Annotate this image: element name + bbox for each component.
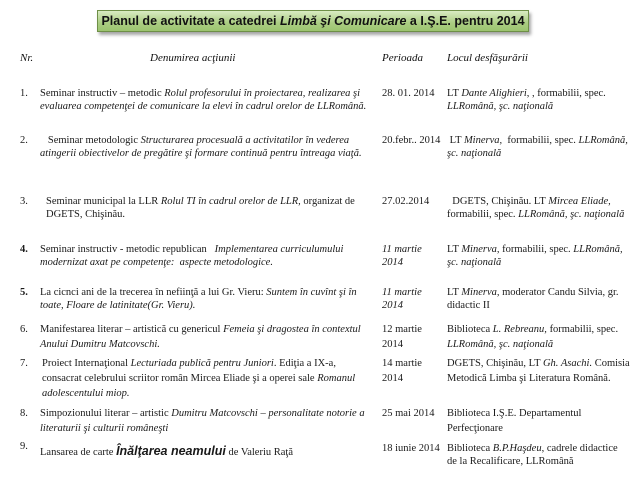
- place-text: formabilii, spec.: [546, 324, 619, 335]
- place-text: formabilii, spec.: [502, 135, 579, 146]
- period: 12 martie 2014: [382, 324, 422, 350]
- place-text: , , formabilii, spec.: [526, 88, 606, 99]
- row-number: 1.: [20, 88, 28, 99]
- action-text: Seminar municipal la LLR: [46, 196, 161, 207]
- action-text: Seminar instructiv - metodic republican: [40, 244, 215, 255]
- place-text: LT: [447, 135, 464, 146]
- action-name: [40, 406, 370, 436]
- place-italic: LLRomână, şc. naţională: [447, 339, 554, 350]
- place-text: LT: [447, 287, 462, 298]
- place-text: moderator Candu Silvia, gr. didactic II: [447, 287, 619, 312]
- action-italic: Implementarea curriculumului modernizat axat pe competenţe: aspecte metodologice.: [40, 244, 347, 269]
- place-text: Biblioteca I.Ş.E. Departamentul Perfecţionare: [447, 408, 582, 434]
- action-italic: Romanul adolescentului miop.: [42, 373, 356, 399]
- place: [447, 87, 633, 114]
- place: [447, 286, 633, 313]
- action-italic: Înălţarea neamului: [116, 444, 226, 458]
- action-name: [40, 445, 376, 459]
- action-italic: Suntem în cuvînt şi în toate, Floare de latinitate(Gr. Vieru).: [40, 287, 357, 312]
- action-text: de Valeriu Raţă: [225, 447, 294, 458]
- place-text: LT: [447, 244, 462, 255]
- row-number: 6.: [20, 324, 28, 335]
- header-nr: Nr.: [20, 52, 34, 64]
- place-text: DGETS, Chişinău. LT: [447, 196, 549, 207]
- place-text: formabilii, spec.: [499, 244, 574, 255]
- action-name: [42, 356, 378, 401]
- period: 25 mai 2014: [382, 408, 435, 419]
- action-text: organizat de DGETS, Chişinău.: [46, 196, 355, 221]
- title-text-end: a I.Ş.E. pentru 2014: [406, 14, 525, 28]
- action-text: Lansarea de carte: [40, 447, 117, 458]
- place: [447, 442, 627, 469]
- place-text: LT: [447, 88, 462, 99]
- action-text: Seminar metodologic: [40, 135, 141, 146]
- place-text: Biblioteca: [447, 443, 493, 454]
- row-number: 4.: [20, 244, 28, 255]
- action-italic: Femeia şi dragostea în contextul Anului Dumitru Matcovschi.: [40, 324, 361, 350]
- action-italic: Dumitru Matcovschi – personalitate notorie a literaturii şi culturii româneşti: [40, 408, 365, 434]
- title-text: Planul de activitate a catedrei: [101, 14, 280, 28]
- place-italic: LLRomână, şc. naţională: [447, 244, 623, 269]
- action-name: [40, 134, 376, 161]
- action-name: [40, 243, 376, 270]
- header-name: Denumirea acţiunii: [150, 52, 236, 64]
- action-name: [40, 286, 376, 313]
- period: 28. 01. 2014: [382, 88, 435, 99]
- action-text: Manifestarea literar – artistică cu genericul: [40, 324, 224, 335]
- row-number: 7.: [20, 358, 28, 369]
- header-place: Locul desfăşurării: [447, 52, 528, 64]
- place-italic: Minerva,: [461, 287, 500, 298]
- row-number: 2.: [20, 135, 28, 146]
- period: 18 iunie 2014: [382, 443, 440, 454]
- row-number: 9.: [20, 441, 28, 452]
- action-name: [40, 87, 376, 114]
- place-text: formabilii, spec.: [447, 196, 614, 221]
- action-name: [40, 322, 380, 352]
- period: 11 martie 2014: [382, 287, 422, 312]
- page-title: [97, 10, 529, 32]
- action-text: Simpozionului literar – artistic: [40, 408, 172, 419]
- action-text: . Ediţia a IX-a, consacrat celebrului scriitor român Mircea Eliade şi a operei sale: [42, 358, 336, 384]
- place-italic: B.P.Haşdeu: [492, 443, 542, 454]
- place-text: Biblioteca: [447, 324, 493, 335]
- place-italic: L. Rebreanu,: [492, 324, 547, 335]
- row-number: 8.: [20, 408, 28, 419]
- period: 11 martie 2014: [382, 244, 422, 269]
- place-italic: Minerva,: [463, 135, 503, 146]
- period: 27.02.2014: [382, 196, 430, 207]
- period: 14 martie 2014: [382, 358, 422, 384]
- place-italic: LLRomână, şc. naţională: [447, 135, 631, 160]
- action-text: La cicnci ani de la trecerea în nefiinţă a lui Gr. Vieru:: [40, 287, 267, 298]
- place-italic: LLRomână, şc. naţională: [447, 101, 554, 113]
- place-text: Comisia Metodică Limba şi Literatura Română.: [447, 358, 630, 384]
- place-italic: Dante Alighieri: [461, 88, 527, 99]
- place: [447, 195, 633, 222]
- action-italic: Rolul TI în cadrul orelor de LLR,: [160, 196, 301, 207]
- row-number: 3.: [20, 196, 28, 207]
- place: [447, 243, 633, 270]
- place-italic: Gh. Asachi.: [542, 358, 593, 369]
- place-text: , cadrele didactice de la Recalificare, LLRomână: [447, 443, 618, 468]
- action-italic: Lecturiada publică pentru Juniori: [130, 358, 274, 369]
- place-italic: Mircea Eliade,: [548, 196, 611, 207]
- header-period: Perioada: [382, 52, 423, 64]
- action-name: [46, 195, 376, 222]
- place: [447, 406, 627, 436]
- title-italic: Limbă şi Comunicare: [280, 14, 407, 28]
- place: [447, 134, 633, 161]
- place-text: DGETS, Chişinău, LT: [447, 358, 543, 369]
- action-text: Seminar instructiv – metodic: [40, 88, 165, 99]
- place: [447, 322, 633, 352]
- place-italic: LLRomână, şc. naţională: [518, 209, 625, 221]
- action-italic: Rolul profesorului în proiectarea, realizarea şi evaluarea competenţei de comunicare la elevi în cadrul orelor de LLRomână.: [40, 88, 367, 113]
- action-italic: Structurarea procesuală a activitatilor în vederea atingerii obiectivelor de pregătire şi formare continuă pentru întreaga viaţă.: [40, 135, 362, 160]
- period: 20.febr.. 2014: [382, 135, 441, 146]
- row-number: 5.: [20, 287, 28, 298]
- action-text: Proiect Internaţional: [42, 358, 131, 369]
- place-italic: Minerva,: [461, 244, 500, 255]
- place: [447, 356, 633, 386]
